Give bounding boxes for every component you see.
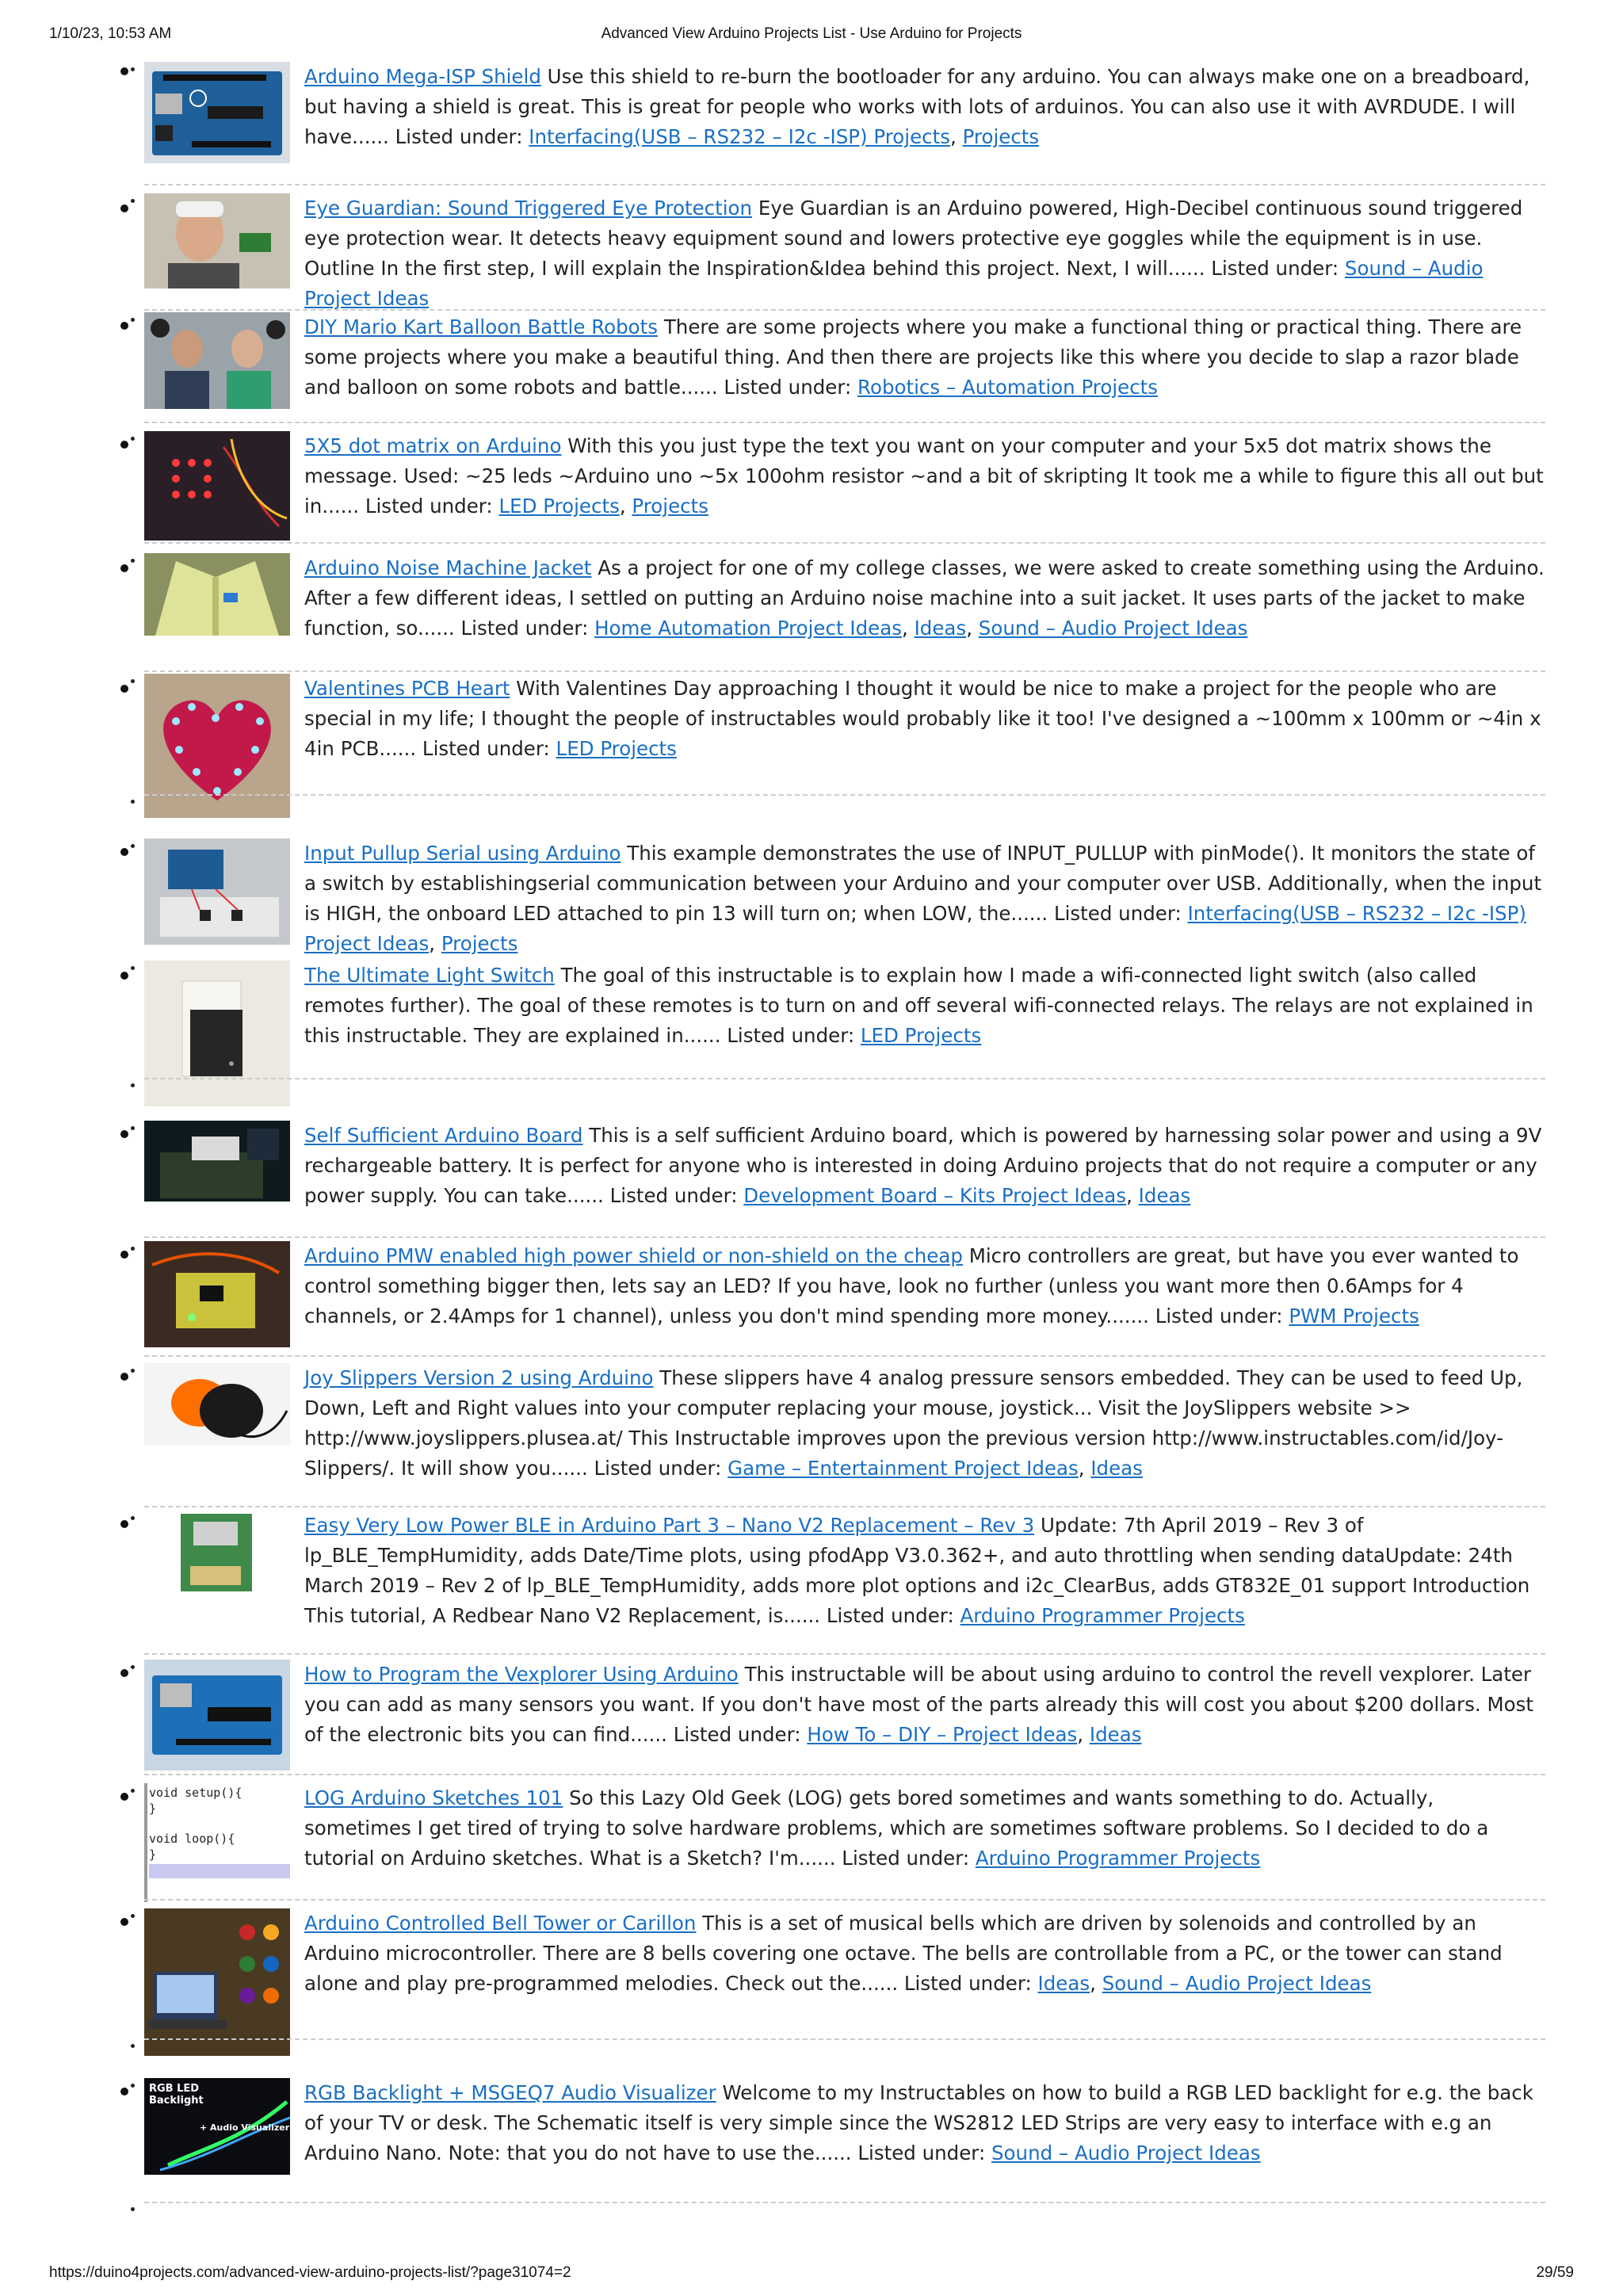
- project-title-link[interactable]: The Ultimate Light Switch: [304, 964, 555, 987]
- item-divider: [144, 542, 1545, 544]
- bullet: [120, 1918, 128, 1926]
- list-item: [144, 674, 1545, 794]
- item-divider: [144, 1506, 1545, 1507]
- thumb-label: • RGB LED: [149, 2083, 200, 2095]
- project-title-link[interactable]: Arduino Controlled Bell Tower or Carillon: [304, 1912, 697, 1935]
- project-entry: • Self Sufficient Arduino Board This is a self sufficient Arduino board, which is powered by harnessing solar power and using a 9V rechargeable battery. It is perfect for anyone who is interested in doing Arduino projects that do not require a computer or any power supply. You can take...... Listed under: Development Board – Kits Project Ideas, Ideas: [304, 1124, 1542, 1207]
- project-thumbnail[interactable]: [144, 674, 290, 818]
- bullet: [120, 564, 128, 572]
- list-item: [144, 1660, 1545, 1775]
- list-item: [144, 961, 1545, 1078]
- project-thumbnail[interactable]: [144, 312, 290, 409]
- code-line: }: [149, 1847, 157, 1862]
- listed-under-label: Listed under:: [587, 1457, 728, 1480]
- category-link[interactable]: Arduino Programmer Projects: [960, 1604, 1245, 1627]
- project-title-link[interactable]: Eye Guardian: Sound Triggered Eye Protection: [304, 197, 753, 220]
- listed-under-label: Listed under:: [898, 1972, 1038, 1995]
- project-thumbnail[interactable]: [144, 553, 290, 636]
- project-description: This is a self sufficient Arduino board, which is powered by harnessing solar power and using a 9V rechargeable battery. It is perfect for anyone who is interested in doing Arduino projects that do not require a computer or any power supply. You can take......: [304, 1124, 1542, 1207]
- item-divider: [144, 1774, 1545, 1775]
- category-link[interactable]: Interfacing(USB – RS232 – I2c -ISP) Projects: [529, 125, 950, 148]
- category-link[interactable]: Projects: [632, 495, 709, 518]
- bullet: [120, 1669, 128, 1677]
- project-title-link[interactable]: Self Sufficient Arduino Board: [304, 1124, 583, 1147]
- list-item: [144, 193, 1545, 311]
- category-link[interactable]: Ideas: [1090, 1457, 1143, 1480]
- category-link[interactable]: Development Board – Kits Project Ideas: [743, 1184, 1127, 1207]
- category-link[interactable]: Projects: [441, 932, 518, 955]
- category-link[interactable]: Sound – Audio Project Ideas: [304, 257, 1484, 310]
- project-description: This is a set of musical bells which are driven by solenoids and controlled by an Arduino microcontroller. There are 8 bells covering one octave. The bells are controllable from a PC, or the tower can stand alone and play pre-programmed melodies. Check out the......: [304, 1912, 1503, 1995]
- listed-under-label: Listed under:: [1148, 1305, 1289, 1328]
- bullet: [120, 441, 128, 449]
- project-entry: [304, 1511, 1545, 1631]
- project-title-link[interactable]: Input Pullup Serial using Arduino: [304, 842, 621, 865]
- item-divider: [144, 794, 1545, 796]
- listed-under-label: Listed under:: [603, 1184, 744, 1207]
- bullet: [120, 2088, 128, 2095]
- project-description: These slippers have 4 analog pressure sensors embedded. They can be used to feed Up, Down, Left and Right values into your computer replacing your mouse, joystick... Visit the JoySlippers website >> http://www.joyslippers.plusea.at/ This Instructable improves upon the previous version http://www.instructables.com/id/Joy-Slippers/. It will show you......: [304, 1366, 1523, 1480]
- item-divider: [144, 2202, 1545, 2203]
- project-description: The goal of this instructable is to explain how I made a wifi-connected light switch (also called remotes further). The goal of these remotes is to turn on and off several wifi-connected relays. The relays are not explained in this instructable. They are explained in......: [304, 964, 1533, 1047]
- listed-under-label: Listed under:: [835, 1847, 976, 1870]
- list-item: [144, 1363, 1545, 1507]
- project-entry: • Arduino Controlled Bell Tower or Carillon This is a set of musical bells which are driven by solenoids and controlled by an Arduino microcontroller. There are 8 bells covering one octave. The bells are controllable from a PC, or the tower can stand alone and play pre-programmed melodies. Check out the...... Listed under: Ideas, Sound – Audio Project Ideas: [304, 1912, 1503, 1995]
- print-footer: [0, 2264, 1623, 2288]
- item-divider: [144, 1653, 1545, 1655]
- print-page-number: 29/59: [1536, 2264, 1574, 2281]
- listed-under-label: Listed under:: [820, 1604, 960, 1627]
- category-link[interactable]: Game – Entertainment Project Ideas: [727, 1457, 1079, 1480]
- bullet: [120, 685, 128, 693]
- project-description: With Valentines Day approaching I thought it would be nice to make a project for the people who are special in my life; I thought the people of instructables would probably like it too! I've designed a ~100mm x 100mm or ~4in x 4in PCB......: [304, 677, 1541, 760]
- category-link[interactable]: Sound – Audio Project Ideas: [1102, 1972, 1372, 1995]
- list-item: [144, 1908, 1545, 2038]
- project-description: Welcome to my Instructables on how to build a RGB LED backlight for e.g. the back of your TV or desk. The Schematic itself is very simple since the WS2812 LED Strips are very easy to interface with e.g an Arduino Nano. Note: that you do not have to use the......: [304, 2081, 1533, 2164]
- project-title-link[interactable]: 5X5 dot matrix on Arduino: [304, 434, 562, 457]
- list-item: [144, 1241, 1545, 1357]
- item-divider: [144, 1899, 1545, 1901]
- listed-under-label: Listed under:: [359, 495, 499, 518]
- project-entry: [304, 1783, 1545, 1874]
- project-title-link[interactable]: Arduino Mega-ISP Shield: [304, 65, 541, 88]
- print-datetime: 1/10/23, 10:53 AM: [49, 25, 172, 42]
- category-link[interactable]: Home Automation Project Ideas: [594, 617, 902, 640]
- project-entry: • 5X5 dot matrix on Arduino With this you just type the text you want on your computer and your 5x5 dot matrix shows the message. Used: ~25 leds ~Arduino uno ~5x 100ohm resistor ~and a bit of skripting It took me a while to figure this all out but in...... Listed under: LED Projects, Projects: [304, 434, 1544, 518]
- project-thumbnail[interactable]: [144, 1363, 290, 1446]
- listed-under-label: Listed under:: [388, 125, 529, 148]
- listed-under-label: Listed under:: [454, 617, 595, 640]
- project-entry: • Arduino Noise Machine Jacket As a project for one of my college classes, we were asked to create something using the Arduino. After a few different ideas, I settled on putting an Arduino noise machine into a suit jacket. It uses parts of the jacket to make function, so...... Listed under: Home Automation Project Ideas, Ideas, Sound – Audio Project Ideas: [304, 556, 1545, 640]
- project-description: Update: 7th April 2019 – Rev 3 of lp_BLE_TempHumidity, adds Date/Time plots, using pfodApp V3.0.362+, and auto throttling when sending dataUpdate: 24th March 2019 – Rev 2 of lp_BLE_TempHumidity, adds more plot options and i2c_ClearBus, adds GT832E_01 support Introduction This tutorial, A Redbear Nano V2 Replacement, is......: [304, 1514, 1530, 1627]
- project-title-link[interactable]: Easy Very Low Power BLE in Arduino Part 3 – Nano V2 Replacement – Rev 3: [304, 1514, 1035, 1537]
- category-link[interactable]: LED Projects: [556, 737, 677, 760]
- listed-under-label: Listed under:: [720, 1024, 861, 1047]
- listed-under-label: Listed under:: [416, 737, 556, 760]
- project-title-link[interactable]: LOG Arduino Sketches 101: [304, 1786, 563, 1809]
- code-line: void loop(){: [149, 1832, 235, 1846]
- project-description: There are some projects where you make a functional thing or practical thing. There are some projects where you make a beautiful thing. And then there are projects like this where you decide to slap a razor blade and balloon on some robots and battle......: [304, 315, 1522, 399]
- project-entry: [304, 674, 1545, 764]
- project-description: This instructable will be about using arduino to control the revell vexplorer. Later you can add as many sensors you want. If you don't have most of the parts already this will cost you about $200 dollars. Most of the electronic bits you can find......: [304, 1663, 1533, 1746]
- bullet: [120, 1373, 128, 1381]
- category-link[interactable]: Projects: [962, 125, 1040, 148]
- project-entry: [304, 1241, 1545, 1331]
- listed-under-label: Listed under:: [666, 1723, 808, 1746]
- bullet: [120, 322, 128, 330]
- print-page-title: Advanced View Arduino Projects List - Use Arduino for Projects: [601, 25, 1022, 42]
- project-title-link[interactable]: Arduino PMW enabled high power shield or non-shield on the cheap: [304, 1244, 963, 1267]
- project-description: This example demonstrates the use of INPUT_PULLUP with pinMode(). It monitors the state of a switch by establishingserial communication between your Arduino and your computer over USB. Additionally, when the input is HIGH, the onboard LED attached to pin 13 will turn on; when LOW, the......: [304, 842, 1542, 925]
- bullet: [120, 1793, 128, 1801]
- project-description: So this Lazy Old Geek (LOG) gets bored sometimes and wants something to do. Actually, sometimes I get tired of trying to solve hardware problems, which are sometimes software problems. So I decided to do a tutorial on Arduino sketches. What is a Sketch? I'm......: [304, 1786, 1489, 1870]
- bullet: [120, 204, 128, 212]
- project-title-link[interactable]: Arduino Noise Machine Jacket: [304, 556, 592, 579]
- project-thumbnail[interactable]: [144, 62, 290, 163]
- code-line: }: [149, 1801, 157, 1816]
- category-link[interactable]: PWM Projects: [1289, 1305, 1419, 1328]
- category-link[interactable]: How To – DIY – Project Ideas: [807, 1723, 1078, 1746]
- bullet: [120, 67, 128, 75]
- list-item: [144, 431, 1545, 544]
- project-thumbnail[interactable]: [144, 839, 290, 945]
- item-divider: [144, 670, 1545, 672]
- project-description: Micro controllers are great, but have you ever wanted to control something bigger then, lets say an LED? If you have, look no further (unless you want more then 0.6Amps for 4 channels, or 2.4Amps for 1 channel), unless you don't mind spending more money.......: [304, 1244, 1519, 1328]
- item-divider: [144, 1078, 1545, 1079]
- bullet: [120, 1251, 128, 1259]
- list-item: [144, 1121, 1545, 1238]
- category-link[interactable]: Sound – Audio Project Ideas: [991, 2141, 1261, 2164]
- category-link[interactable]: Ideas: [914, 617, 967, 640]
- category-link[interactable]: Sound – Audio Project Ideas: [978, 617, 1248, 640]
- list-item: [144, 1783, 1545, 1901]
- project-description: Use this shield to re-burn the bootloader for any arduino. You can always make one on a breadboard, but having a shield is great. This is great for people who works with lots of arduinos. You can also use it with AVRDUDE. I will have......: [304, 65, 1530, 148]
- item-divider: [144, 422, 1545, 423]
- item-divider: [144, 1236, 1545, 1238]
- category-link[interactable]: Ideas: [1037, 1972, 1090, 1995]
- project-entry: • Input Pullup Serial using Arduino This example demonstrates the use of INPUT_PULLUP with pinMode(). It monitors the state of a switch by establishingserial communication between your Arduino and your computer over USB. Additionally, when the input is HIGH, the onboard LED attached to pin 13 will turn on; when LOW, the...... Listed under: Interfacing(USB – RS232 – I2c -ISP) Project Ideas, Projects: [304, 842, 1542, 955]
- project-entry: [304, 2078, 1545, 2168]
- project-thumbnail[interactable]: [144, 1121, 290, 1201]
- project-thumbnail[interactable]: [144, 1511, 290, 1595]
- category-link[interactable]: LED Projects: [498, 495, 620, 518]
- list-item: [144, 553, 1545, 672]
- bullet: [120, 1520, 128, 1528]
- project-entry: • How to Program the Vexplorer Using Arduino This instructable will be about using arduino to control the revell vexplorer. Later you can add as many sensors you want. If you don't have most of the parts already this will cost you about $200 dollars. Most of the electronic bits you can find...... Listed under: How To – DIY – Project Ideas, Ideas: [304, 1663, 1533, 1746]
- project-thumbnail[interactable]: [144, 193, 290, 288]
- project-title-link[interactable]: DIY Mario Kart Balloon Battle Robots: [304, 315, 659, 338]
- category-link[interactable]: LED Projects: [860, 1024, 982, 1047]
- project-description: As a project for one of my college classes, we were asked to create something using the Arduino. After a few different ideas, I settled on putting an Arduino noise machine into a suit jacket. It uses parts of the jacket to make function, so......: [304, 556, 1545, 640]
- category-link[interactable]: Arduino Programmer Projects: [975, 1847, 1261, 1870]
- bullet: [120, 1130, 128, 1138]
- project-thumbnail[interactable]: [144, 2078, 290, 2175]
- listed-under-label: Listed under:: [1048, 902, 1188, 925]
- item-divider: [144, 1355, 1545, 1357]
- list-item: [144, 839, 1545, 961]
- project-entry: [304, 961, 1545, 1051]
- project-description: With this you just type the text you want on your computer and your 5x5 dot matrix shows the message. Used: ~25 leds ~Arduino uno ~5x 100ohm resistor ~and a bit of skripting It took me a while to figure this all out but in......: [304, 434, 1544, 518]
- project-description: Eye Guardian is an Arduino powered, High-Decibel continuous sound triggered eye protection wear. It detects heavy equipment sound and lowers protective eye goggles while the equipment is in use. Outline In the first step, I will explain the Inspiration&Idea behind this project. Next, I will......: [304, 197, 1523, 280]
- bullet: [120, 848, 128, 856]
- item-divider: [144, 309, 1545, 311]
- list-item: [144, 2078, 1545, 2197]
- listed-under-label: Listed under:: [1205, 257, 1345, 280]
- listed-under-label: Listed under:: [717, 376, 858, 399]
- bullet: [120, 972, 128, 980]
- project-title-link[interactable]: Joy Slippers Version 2 using Arduino: [304, 1366, 654, 1389]
- project-thumbnail[interactable]: [144, 1908, 290, 2056]
- print-url: https://duino4projects.com/advanced-view-arduino-projects-list/?page31074=2: [49, 2264, 571, 2281]
- category-link[interactable]: Ideas: [1138, 1184, 1191, 1207]
- project-entry: [304, 193, 1545, 314]
- category-link[interactable]: Ideas: [1089, 1723, 1142, 1746]
- category-link[interactable]: Robotics – Automation Projects: [857, 376, 1159, 399]
- category-link[interactable]: Interfacing(USB – RS232 – I2c -ISP) Project Ideas: [304, 902, 1526, 955]
- project-entry: • Joy Slippers Version 2 using Arduino These slippers have 4 analog pressure sensors embedded. They can be used to feed Up, Down, Left and Right values into your computer replacing your mouse, joystick... Visit the JoySlippers website >> http://www.joyslippers.plusea.at/ This Instructable improves upon the previous version http://www.instructables.com/id/Joy-Slippers/. It will show you...... Listed under: Game – Entertainment Project Ideas, Ideas: [304, 1366, 1523, 1480]
- list-item: [144, 312, 1545, 423]
- list-item: [144, 62, 1545, 185]
- project-thumbnail[interactable]: [144, 431, 290, 541]
- code-line: • void setup(){: [149, 1786, 242, 1800]
- listed-under-label: Listed under:: [851, 2141, 991, 2164]
- project-thumbnail[interactable]: [144, 1660, 290, 1771]
- project-entry: [304, 312, 1545, 403]
- item-divider: [144, 184, 1545, 185]
- project-title-link[interactable]: Valentines PCB Heart: [304, 677, 510, 700]
- list-item: [144, 1511, 1545, 1655]
- item-divider: [144, 2038, 1545, 2040]
- project-thumbnail[interactable]: [144, 1241, 290, 1347]
- project-title-link[interactable]: RGB Backlight + MSGEQ7 Audio Visualizer: [304, 2081, 716, 2104]
- project-thumbnail[interactable]: [144, 961, 290, 1106]
- thumb-label: + Audio Visualizer: [200, 2122, 290, 2133]
- project-thumbnail[interactable]: [144, 1783, 290, 1902]
- thumb-label: Backlight: [149, 2095, 204, 2107]
- project-title-link[interactable]: How to Program the Vexplorer Using Arduino: [304, 1663, 739, 1686]
- project-entry: • Arduino Mega-ISP Shield Use this shield to re-burn the bootloader for any arduino. You can always make one on a breadboard, but having a shield is great. This is great for people who works with lots of arduinos. You can also use it with AVRDUDE. I will have...... Listed under: Interfacing(USB – RS232 – I2c -ISP) Projects, Projects: [304, 65, 1530, 148]
